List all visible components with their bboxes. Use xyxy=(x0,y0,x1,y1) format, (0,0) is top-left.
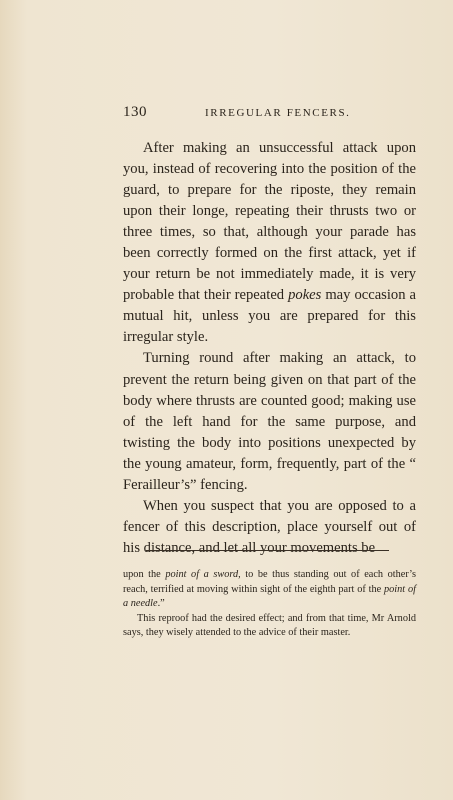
running-head: IRREGULAR FENCERS. xyxy=(205,107,351,119)
footnote-text-c: .” xyxy=(157,598,165,610)
page-number: 130 xyxy=(123,104,147,120)
main-text xyxy=(123,138,416,559)
footnote-rule xyxy=(146,550,389,551)
footnote-paragraph-1 xyxy=(123,568,416,612)
footnote-italic-b: point of a needle xyxy=(123,583,416,610)
footnote-text-a: upon the xyxy=(123,569,161,580)
paragraph-3: When you suspect that you are opposed to a fencer of this description, place yourself out of his distance, and let all your movements be xyxy=(123,497,416,556)
paragraph-1-text: After making an unsuccessful attack upon you, instead of recovering into the position of the guard, to prepare for the riposte, they remain upon their longe, repeating their thrusts two or three times, so that, although your parade has been correctly formed on the first attack, yet if your return be not immediately made, it is very probable that their repeated xyxy=(123,140,416,304)
paragraph-2: Turning round after making an attack, to prevent the return being given on that part of the body where thrusts are counted good; making use of the left hand for the same purpose, and twisting the body into positions unexpected by the young amateur, form, frequently, part of the “ Ferailleur’s” fencing. xyxy=(123,350,416,493)
footnote xyxy=(123,568,416,641)
page-header xyxy=(123,104,415,124)
footnote-text-b: to be thus standing out of each other’s reach, terrified at moving within sight of the eighth part of the xyxy=(123,569,417,595)
footnote-italic-a: point of a sword, xyxy=(165,569,241,580)
paragraph-1-italic: pokes xyxy=(288,287,322,304)
paragraph-1-end: may occasion a mutual hit, unless you are prepared for this irregular style. xyxy=(123,287,416,346)
paragraph-1 xyxy=(123,138,416,348)
footnote-paragraph-2: This reproof had the desired effect; and from that time, Mr Arnold says, they wisely attended to the advice of their master. xyxy=(123,612,416,639)
